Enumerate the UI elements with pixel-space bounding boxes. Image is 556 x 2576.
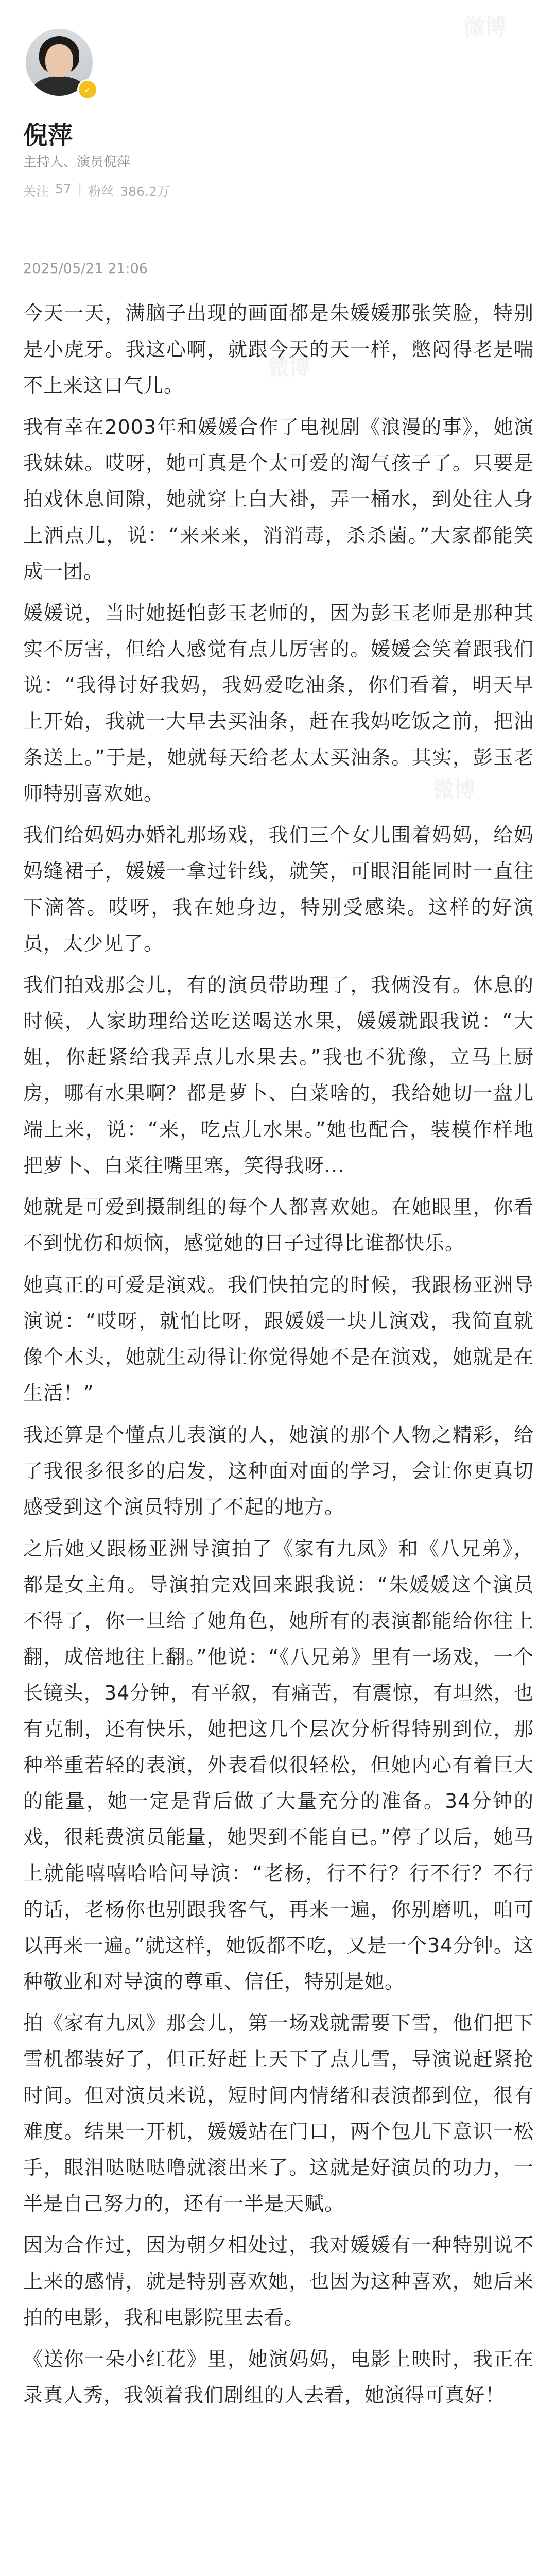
stats-divider: | [77,181,82,196]
followers-count[interactable]: 386.2万 [120,184,170,199]
watermark: 微博 [432,777,476,802]
post-paragraph: 今天一天，满脑子出现的画面都是朱媛媛那张笑脸，特别是小虎牙。我这心啊，就跟今天的天一样，憋闷得老是喘不上来这口气儿。 [23,302,534,397]
following-label[interactable]: 关注 [23,184,49,199]
post-paragraph: 我们拍戏那会儿，有的演员带助理了，我俩没有。休息的时候，人家助理给送吃送喝送水果，媛媛就跟我说：“大姐，你赶紧给我弄点儿水果去。”我也不犹豫，立马上厨房，哪有水果啊？都是萝卜、白菜啥的，我给她切一盘儿端上来，说：“来，吃点儿水果。”她也配合，装模作样地把萝卜、白菜往嘴里塞，笑得我呀... [23,974,534,1177]
post-paragraph: 她就是可爱到摄制组的每个人都喜欢她。在她眼里，你看不到忧伤和烦恼，感觉她的日子过得比谁都快乐。 [23,1196,534,1255]
profile-description: 主持人、演员倪萍 [23,155,131,170]
post-paragraph: 我有幸在2003年和媛媛合作了电视剧《浪漫的事》，她演我妹妹。哎呀，她可真是个太可爱的淘气孩子了。只要是拍戏休息间隙，她就穿上白大褂，弄一桶水，到处往人身上洒点儿，说：“来来来，消消毒，杀杀菌。”大家都能笑成一团。 [23,416,534,583]
following-count[interactable]: 57 [55,181,72,196]
profile-name[interactable]: 倪萍 [23,121,73,150]
followers-label[interactable]: 粉丝 [88,184,114,199]
post-paragraph: 拍《家有九凤》那会儿，第一场戏就需要下雪，他们把下雪机都装好了，但正好赶上天下了点儿雪，导演说赶紧抢时间。但对演员来说，短时间内情绪和表演都到位，很有难度。结果一开机，媛媛站在门口，两个包儿下意识一松手，眼泪哒哒哒噜就滚出来了。这就是好演员的功力，一半是自己努力的，还有一半是天赋。 [23,2012,534,2215]
post-paragraph: 之后她又跟杨亚洲导演拍了《家有九凤》和《八兄弟》，都是女主角。导演拍完戏回来跟我说：“朱媛媛这个演员不得了，你一旦给了她角色，她所有的表演都能给你往上翻，成倍地往上翻。”他说：“《八兄弟》里有一场戏，一个长镜头，34分钟，有平叙，有痛苦，有震惊，有坦然，也有克制，还有快乐，她把这几个层次分析得特别到位，那种举重若轻的表演，外表看似很轻松，但她内心有着巨大的能量，她一定是背后做了大量充分的准备。34分钟的戏，很耗费演员能量，她哭到不能自已。”停了以后，她马上就能嘻嘻哈哈问导演：“老杨，行不行？行不行？不行的话，老杨你也别跟我客气，再来一遍，你别磨叽，咱可以再来一遍。”就这样，她饭都不吃，又是一个34分钟。这种敬业和对导演的尊重、信任，特别是她。 [23,1537,534,1993]
post-paragraph: 媛媛说，当时她挺怕彭玉老师的，因为彭玉老师是那种其实不厉害，但给人感觉有点儿厉害的。媛媛会笑着跟我们说：“我得讨好我妈，我妈爱吃油条，你们看着，明天早上开始，我就一大早去买油条，赶在我妈吃饭之前，把油条送上。”于是，她就每天给老太太买油条。其实，彭玉老师特别喜欢她。 [23,602,534,805]
watermark: 微博 [463,14,507,40]
post-paragraph: 《送你一朵小红花》里，她演妈妈，电影上映时，我正在录真人秀，我领着我们剧组的人去看，她演得可真好！ [23,2348,534,2406]
post-body [23,295,534,2419]
post-paragraph: 我们给妈妈办婚礼那场戏，我们三个女儿围着妈妈，给妈妈缝裙子，媛媛一拿过针线，就笑，可眼泪能同时一直往下滴答。哎呀，我在她身边，特别受感染。这样的好演员，太少见了。 [23,824,534,955]
post-paragraph: 因为合作过，因为朝夕相处过，我对媛媛有一种特别说不上来的感情，就是特别喜欢她，也因为这种喜欢，她后来拍的电影，我和电影院里去看。 [23,2234,534,2329]
post-paragraph: 我还算是个懂点儿表演的人，她演的那个人物之精彩，给了我很多很多的启发，这种面对面的学习，会让你更真切感受到这个演员特别了不起的地方。 [23,1423,534,1518]
verified-badge-icon: ✓ [77,79,98,100]
profile-stats [23,181,170,200]
post-paragraph: 她真正的可爱是演戏。我们快拍完的时候，我跟杨亚洲导演说：“哎呀，就怕比呀，跟媛媛一块儿演戏，我简直就像个木头，她就生动得让你觉得她不是在演戏，她就是在生活！” [23,1274,534,1404]
watermark: 微博 [268,354,311,380]
post-timestamp: 2025/05/21 21:06 [23,261,148,277]
